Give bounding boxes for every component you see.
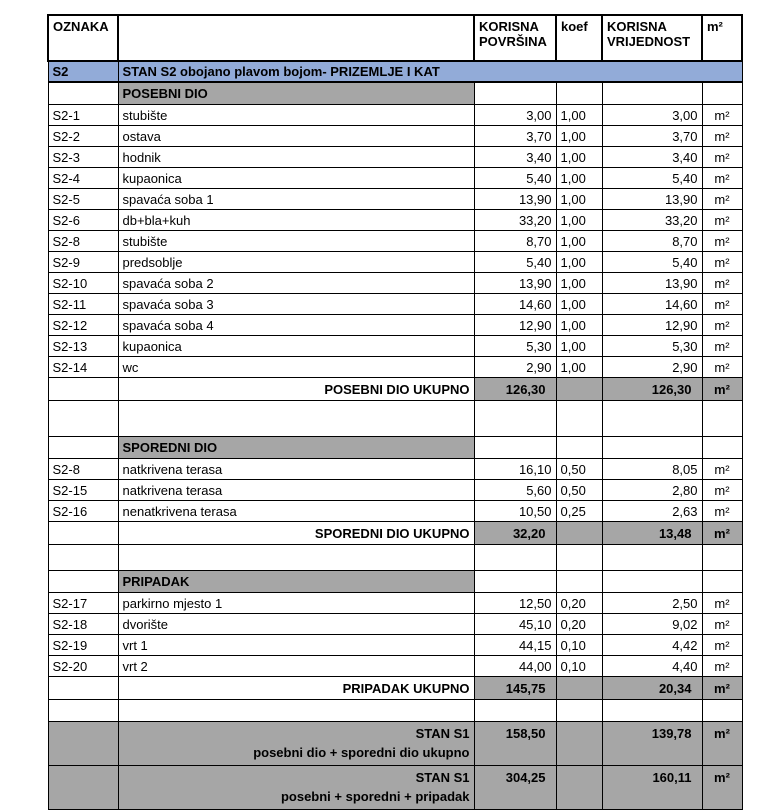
cell-vrijednost: 3,70 [602, 126, 702, 147]
total-label: PRIPADAK UKUPNO [118, 677, 474, 700]
cell-name: parkirno mjesto 1 [118, 593, 474, 614]
spacer-cell [556, 700, 602, 722]
cell-povrsina: 33,20 [474, 210, 556, 231]
cell-koef: 1,00 [556, 273, 602, 294]
cell-vrijednost: 3,40 [602, 147, 702, 168]
cell-vrijednost: 3,00 [602, 105, 702, 126]
spacer-cell [702, 545, 742, 571]
cell-koef: 1,00 [556, 231, 602, 252]
section-header-povrsina-cell [474, 571, 556, 593]
spacer-cell [118, 700, 474, 722]
cell-koef: 0,20 [556, 593, 602, 614]
cell-koef: 1,00 [556, 105, 602, 126]
total-oznaka-cell [48, 677, 118, 700]
cell-name: hodnik [118, 147, 474, 168]
cell-koef: 1,00 [556, 189, 602, 210]
total-vrijednost: 126,30 [602, 378, 702, 401]
cell-povrsina: 5,40 [474, 252, 556, 273]
cell-name: natkrivena terasa [118, 480, 474, 501]
section-title: POSEBNI DIO [118, 82, 474, 105]
summary-subtitle: posebni dio + sporedni dio ukupno [253, 745, 470, 760]
total-oznaka-cell [48, 378, 118, 401]
cell-koef: 0,20 [556, 614, 602, 635]
cell-unit: m² [702, 459, 742, 480]
summary-unit: m² [702, 722, 742, 766]
section-title: PRIPADAK [118, 571, 474, 593]
title-row-code: S2 [48, 61, 118, 82]
cell-name: spavaća soba 1 [118, 189, 474, 210]
cell-unit: m² [702, 231, 742, 252]
total-vrijednost: 20,34 [602, 677, 702, 700]
table-row [48, 105, 742, 126]
table-row [48, 147, 742, 168]
total-povrsina: 126,30 [474, 378, 556, 401]
spacer-cell [118, 545, 474, 571]
table-row [48, 294, 742, 315]
cell-name: wc [118, 357, 474, 378]
spacer-row [48, 700, 742, 722]
summary-vrijednost: 139,78 [602, 722, 702, 766]
total-label: SPOREDNI DIO UKUPNO [118, 522, 474, 545]
summary-row [48, 766, 742, 810]
summary-title: STAN S1 [415, 726, 470, 741]
cell-unit: m² [702, 315, 742, 336]
cell-code: S2-4 [48, 168, 118, 189]
cell-povrsina: 12,50 [474, 593, 556, 614]
cell-unit: m² [702, 357, 742, 378]
total-povrsina: 145,75 [474, 677, 556, 700]
header-korisna-povrsina-line1: KORISNA [479, 19, 539, 34]
cell-povrsina: 2,90 [474, 357, 556, 378]
table-body [48, 15, 742, 810]
cell-koef: 1,00 [556, 210, 602, 231]
cell-code: S2-9 [48, 252, 118, 273]
cell-vrijednost: 2,63 [602, 501, 702, 522]
cell-povrsina: 44,00 [474, 656, 556, 677]
header-korisna-vrijednost-line1: KORISNA [607, 19, 667, 34]
area-table [47, 14, 743, 810]
cell-vrijednost: 14,60 [602, 294, 702, 315]
spacer-cell [118, 401, 474, 437]
section-header-unit-cell [702, 82, 742, 105]
section-header-oznaka-cell [48, 571, 118, 593]
summary-koef-cell [556, 722, 602, 766]
cell-unit: m² [702, 189, 742, 210]
cell-vrijednost: 5,30 [602, 336, 702, 357]
cell-povrsina: 5,40 [474, 168, 556, 189]
spacer-cell [556, 401, 602, 437]
table-row [48, 252, 742, 273]
table-row [48, 501, 742, 522]
cell-koef: 0,50 [556, 459, 602, 480]
cell-code: S2-11 [48, 294, 118, 315]
cell-povrsina: 13,90 [474, 273, 556, 294]
spacer-cell [474, 545, 556, 571]
section-header-oznaka-cell [48, 82, 118, 105]
cell-koef: 1,00 [556, 252, 602, 273]
summary-title: STAN S1 [415, 770, 470, 785]
title-row-label: STAN S2 obojano plavom bojom- PRIZEMLJE I KAT [118, 61, 742, 82]
section-header-povrsina-cell [474, 437, 556, 459]
cell-koef: 0,25 [556, 501, 602, 522]
table-row [48, 656, 742, 677]
cell-code: S2-2 [48, 126, 118, 147]
summary-unit: m² [702, 766, 742, 810]
cell-name: ostava [118, 126, 474, 147]
cell-povrsina: 3,00 [474, 105, 556, 126]
section-header-povrsina-cell [474, 82, 556, 105]
summary-label-cell [118, 722, 474, 766]
section-header-koef-cell [556, 82, 602, 105]
summary-row [48, 722, 742, 766]
cell-vrijednost: 5,40 [602, 252, 702, 273]
total-row [48, 677, 742, 700]
cell-name: kupaonica [118, 168, 474, 189]
spacer-cell [474, 700, 556, 722]
cell-koef: 1,00 [556, 147, 602, 168]
cell-code: S2-12 [48, 315, 118, 336]
cell-code: S2-13 [48, 336, 118, 357]
cell-unit: m² [702, 105, 742, 126]
header-korisna-povrsina [474, 15, 556, 61]
cell-code: S2-6 [48, 210, 118, 231]
spacer-cell [48, 401, 118, 437]
cell-unit: m² [702, 147, 742, 168]
cell-code: S2-20 [48, 656, 118, 677]
cell-vrijednost: 4,40 [602, 656, 702, 677]
cell-name: spavaća soba 4 [118, 315, 474, 336]
header-koef: koef [556, 15, 602, 61]
cell-name: stubište [118, 105, 474, 126]
total-row [48, 378, 742, 401]
cell-name: spavaća soba 3 [118, 294, 474, 315]
spacer-row [48, 401, 742, 437]
cell-unit: m² [702, 252, 742, 273]
total-koef-cell [556, 522, 602, 545]
cell-code: S2-16 [48, 501, 118, 522]
table-row [48, 459, 742, 480]
cell-vrijednost: 2,50 [602, 593, 702, 614]
cell-name: spavaća soba 2 [118, 273, 474, 294]
cell-unit: m² [702, 294, 742, 315]
cell-koef: 1,00 [556, 336, 602, 357]
total-row [48, 522, 742, 545]
table-row [48, 231, 742, 252]
area-calculation-sheet [47, 14, 743, 810]
cell-koef: 0,10 [556, 656, 602, 677]
cell-code: S2-18 [48, 614, 118, 635]
spacer-cell [602, 401, 702, 437]
cell-code: S2-10 [48, 273, 118, 294]
cell-unit: m² [702, 273, 742, 294]
summary-oznaka-cell [48, 722, 118, 766]
summary-koef-cell [556, 766, 602, 810]
cell-vrijednost: 33,20 [602, 210, 702, 231]
spacer-cell [474, 401, 556, 437]
cell-code: S2-5 [48, 189, 118, 210]
total-unit: m² [702, 378, 742, 401]
cell-povrsina: 3,70 [474, 126, 556, 147]
cell-povrsina: 12,90 [474, 315, 556, 336]
section-header-row [48, 437, 742, 459]
total-povrsina: 32,20 [474, 522, 556, 545]
cell-povrsina: 3,40 [474, 147, 556, 168]
cell-code: S2-19 [48, 635, 118, 656]
summary-povrsina: 158,50 [474, 722, 556, 766]
cell-povrsina: 44,15 [474, 635, 556, 656]
section-header-vrijednost-cell [602, 437, 702, 459]
total-vrijednost: 13,48 [602, 522, 702, 545]
section-header-oznaka-cell [48, 437, 118, 459]
header-korisna-vrijednost [602, 15, 702, 61]
section-header-vrijednost-cell [602, 571, 702, 593]
spacer-cell [602, 545, 702, 571]
cell-name: stubište [118, 231, 474, 252]
section-header-koef-cell [556, 571, 602, 593]
cell-povrsina: 45,10 [474, 614, 556, 635]
cell-code: S2-14 [48, 357, 118, 378]
cell-name: natkrivena terasa [118, 459, 474, 480]
section-header-vrijednost-cell [602, 82, 702, 105]
cell-code: S2-15 [48, 480, 118, 501]
section-header-row [48, 571, 742, 593]
header-description [118, 15, 474, 61]
total-koef-cell [556, 378, 602, 401]
table-row [48, 126, 742, 147]
cell-vrijednost: 9,02 [602, 614, 702, 635]
cell-vrijednost: 13,90 [602, 273, 702, 294]
cell-unit: m² [702, 168, 742, 189]
cell-vrijednost: 2,80 [602, 480, 702, 501]
spacer-cell [48, 545, 118, 571]
summary-povrsina: 304,25 [474, 766, 556, 810]
cell-code: S2-3 [48, 147, 118, 168]
section-header-unit-cell [702, 571, 742, 593]
spacer-cell [602, 700, 702, 722]
table-row [48, 189, 742, 210]
cell-koef: 1,00 [556, 315, 602, 336]
summary-subtitle: posebni + sporedni + pripadak [280, 789, 470, 804]
spacer-cell [702, 700, 742, 722]
cell-name: predsoblje [118, 252, 474, 273]
cell-koef: 1,00 [556, 294, 602, 315]
cell-vrijednost: 2,90 [602, 357, 702, 378]
cell-unit: m² [702, 210, 742, 231]
cell-code: S2-1 [48, 105, 118, 126]
section-header-unit-cell [702, 437, 742, 459]
cell-povrsina: 10,50 [474, 501, 556, 522]
cell-name: vrt 1 [118, 635, 474, 656]
spacer-cell [702, 401, 742, 437]
cell-code: S2-8 [48, 231, 118, 252]
cell-koef: 1,00 [556, 126, 602, 147]
cell-unit: m² [702, 614, 742, 635]
cell-koef: 0,50 [556, 480, 602, 501]
spacer-row [48, 545, 742, 571]
header-korisna-vrijednost-line2: VRIJEDNOST [607, 34, 691, 49]
cell-koef: 1,00 [556, 168, 602, 189]
total-unit: m² [702, 677, 742, 700]
table-row [48, 168, 742, 189]
cell-vrijednost: 8,05 [602, 459, 702, 480]
cell-vrijednost: 12,90 [602, 315, 702, 336]
cell-code: S2-8 [48, 459, 118, 480]
section-header-koef-cell [556, 437, 602, 459]
cell-unit: m² [702, 635, 742, 656]
header-row [48, 15, 742, 61]
cell-unit: m² [702, 656, 742, 677]
cell-povrsina: 5,60 [474, 480, 556, 501]
header-oznaka: OZNAKA [48, 15, 118, 61]
cell-name: vrt 2 [118, 656, 474, 677]
cell-unit: m² [702, 336, 742, 357]
total-oznaka-cell [48, 522, 118, 545]
header-korisna-povrsina-line2: POVRŠINA [479, 34, 547, 49]
spacer-cell [556, 545, 602, 571]
table-row [48, 357, 742, 378]
cell-povrsina: 5,30 [474, 336, 556, 357]
cell-vrijednost: 13,90 [602, 189, 702, 210]
cell-name: dvorište [118, 614, 474, 635]
cell-name: nenatkrivena terasa [118, 501, 474, 522]
cell-unit: m² [702, 480, 742, 501]
total-label: POSEBNI DIO UKUPNO [118, 378, 474, 401]
cell-vrijednost: 8,70 [602, 231, 702, 252]
total-unit: m² [702, 522, 742, 545]
total-koef-cell [556, 677, 602, 700]
cell-name: db+bla+kuh [118, 210, 474, 231]
spacer-cell [48, 700, 118, 722]
section-title: SPOREDNI DIO [118, 437, 474, 459]
summary-oznaka-cell [48, 766, 118, 810]
summary-label-cell [118, 766, 474, 810]
cell-vrijednost: 5,40 [602, 168, 702, 189]
cell-unit: m² [702, 126, 742, 147]
cell-povrsina: 13,90 [474, 189, 556, 210]
cell-code: S2-17 [48, 593, 118, 614]
section-header-row [48, 82, 742, 105]
header-m2: m² [702, 15, 742, 61]
table-row [48, 273, 742, 294]
table-row [48, 210, 742, 231]
cell-povrsina: 8,70 [474, 231, 556, 252]
cell-koef: 1,00 [556, 357, 602, 378]
table-row [48, 635, 742, 656]
table-row [48, 614, 742, 635]
table-row [48, 593, 742, 614]
table-row [48, 315, 742, 336]
cell-koef: 0,10 [556, 635, 602, 656]
table-row [48, 480, 742, 501]
cell-unit: m² [702, 593, 742, 614]
summary-vrijednost: 160,11 [602, 766, 702, 810]
table-row [48, 336, 742, 357]
cell-unit: m² [702, 501, 742, 522]
cell-vrijednost: 4,42 [602, 635, 702, 656]
title-row [48, 61, 742, 82]
cell-povrsina: 14,60 [474, 294, 556, 315]
cell-povrsina: 16,10 [474, 459, 556, 480]
cell-name: kupaonica [118, 336, 474, 357]
